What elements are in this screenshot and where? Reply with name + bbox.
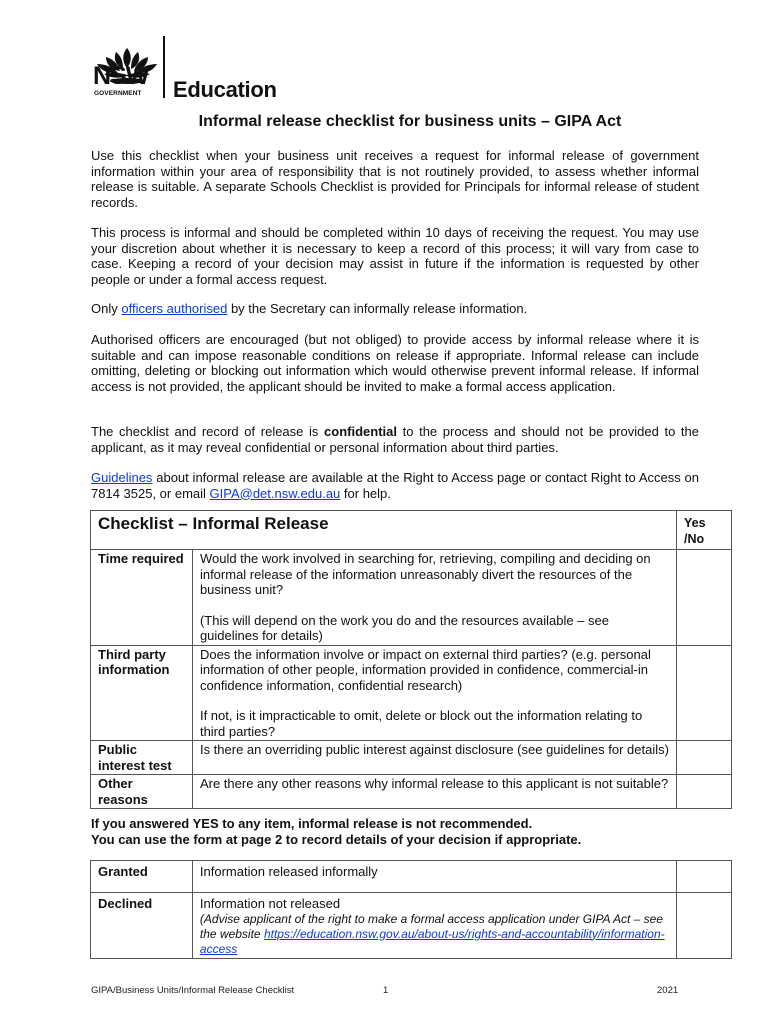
- information-access-link[interactable]: https://education.nsw.gov.au/about-us/rights-and-accountability/information-access: [199, 926, 665, 956]
- authorised-officers-paragraph: [91, 301, 699, 317]
- answer-cell-public-interest[interactable]: [677, 741, 732, 775]
- table-row: [91, 550, 732, 646]
- answer-cell-other-reasons[interactable]: [677, 775, 732, 809]
- row-label-third-party: Third party information: [91, 645, 193, 741]
- granted-text: Information released informally: [192, 861, 676, 893]
- question-text: Are there any other reasons why informal release to this applicant is not suitable?: [192, 775, 676, 809]
- process-paragraph: This process is informal and should be completed within 10 days of receiving the request. You may use your discretion about whether it is necessary to keep a record of this process; it will vary from case to case. Keeping a record of your decision may assist in future if the information is requested by other people or under a formal access request.: [91, 225, 699, 287]
- confidential-paragraph: [91, 424, 699, 455]
- footer-year: 2021: [657, 985, 679, 996]
- answer-cell-time-required[interactable]: [677, 550, 732, 646]
- checklist-header-row: [91, 511, 732, 550]
- row-label-time-required: Time required: [91, 550, 193, 646]
- table-row: [91, 741, 732, 775]
- question-note: If not, is it impracticable to omit, delete or block out the information relating to third parties?: [199, 708, 643, 739]
- notice-line-1: If you answered YES to any item, informal release is not recommended.: [91, 816, 533, 831]
- answer-cell-declined[interactable]: [677, 893, 732, 959]
- officers-authorised-link[interactable]: officers authorised: [121, 301, 228, 316]
- question-text: Would the work involved in searching for, retrieving, compiling and deciding on informal release of the information unreasonably divert the resources of the business unit?: [199, 551, 651, 597]
- nsw-wordmark: NSW: [93, 62, 149, 90]
- footer-doc-path: GIPA/Business Units/Informal Release Checklist: [91, 985, 295, 996]
- question-note: (This will depend on the work you do and the resources available – see guidelines for details): [199, 612, 609, 643]
- p5-text-after: to the process and should not be provided to the applicant, as it may reveal confidential or personal information about third parties.: [91, 424, 699, 455]
- footer-page-number: 1: [383, 985, 389, 996]
- table-row: [91, 775, 732, 809]
- notice-line-2: You can use the form at page 2 to record details of your decision if appropriate.: [91, 831, 582, 847]
- question-text: Does the information involve or impact on external third parties? (e.g. personal information of other people, information provided in confidence, commercial-in confidence information, confidential research): [199, 646, 651, 693]
- confidential-emphasis: confidential: [324, 424, 397, 439]
- document-title: Informal release checklist for business units – GIPA Act: [198, 113, 622, 130]
- encouraged-paragraph: Authorised officers are encouraged (but not obliged) to provide access by informal release where it is suitable and can impose reasonable conditions on release if appropriate. Informal release can include omitting, deleting or blocking out information which would otherwise prevent informal release. If informal access is not provided, the applicant should be invited to make a formal access application.: [91, 332, 699, 394]
- nsw-education-logo: [92, 28, 292, 104]
- table-row: [91, 893, 732, 959]
- declined-cell: [192, 893, 676, 959]
- logo-divider: [163, 36, 165, 98]
- p3-text-before: Only: [91, 301, 122, 316]
- guidelines-paragraph: [91, 470, 699, 501]
- gipa-email-link[interactable]: GIPA@det.nsw.edu.au: [209, 485, 341, 501]
- p6-text-after: for help.: [340, 485, 391, 501]
- row-question: [192, 550, 676, 646]
- checklist-heading: Checklist – Informal Release: [91, 511, 677, 550]
- declined-text: Information not released: [199, 896, 341, 911]
- answer-cell-granted[interactable]: [677, 861, 732, 893]
- row-label-other-reasons: Other reasons: [91, 775, 193, 809]
- government-wordmark: GOVERNMENT: [94, 90, 142, 97]
- row-label-public-interest: Public interest test: [91, 741, 193, 775]
- table-row: [91, 645, 732, 741]
- question-text: Is there an overriding public interest against disclosure (see guidelines for details): [192, 741, 676, 775]
- intro-paragraph: Use this checklist when your business unit receives a request for informal release of government information within your area of responsibility that is not routinely provided, to assess whether informal release is suitable. A separate Schools Checklist is provided for Principals for informal release of student records.: [91, 148, 699, 210]
- advice-text: (Advise applicant of the right to make a formal access application under GIPA Act – see the website: [199, 911, 664, 941]
- checklist-table: [90, 510, 732, 809]
- education-wordmark: Education: [173, 77, 277, 102]
- answer-cell-third-party[interactable]: [677, 645, 732, 741]
- row-label-declined: Declined: [91, 893, 193, 959]
- decision-table: [90, 860, 732, 959]
- row-label-granted: Granted: [91, 861, 193, 893]
- recommendation-notice: [91, 816, 581, 847]
- p3-text-after: by the Secretary can informally release information.: [227, 301, 528, 316]
- yes-no-header: Yes /No: [677, 511, 732, 550]
- declined-advice: [200, 912, 669, 957]
- p5-text-before: The checklist and record of release is: [91, 424, 325, 439]
- table-row: [91, 861, 732, 893]
- p6-text-mid: about informal release are available at the Right to Access page or contact Right to Access on 7814 3525, or email: [91, 470, 699, 501]
- row-question: [192, 645, 676, 741]
- guidelines-link[interactable]: Guidelines: [91, 470, 153, 485]
